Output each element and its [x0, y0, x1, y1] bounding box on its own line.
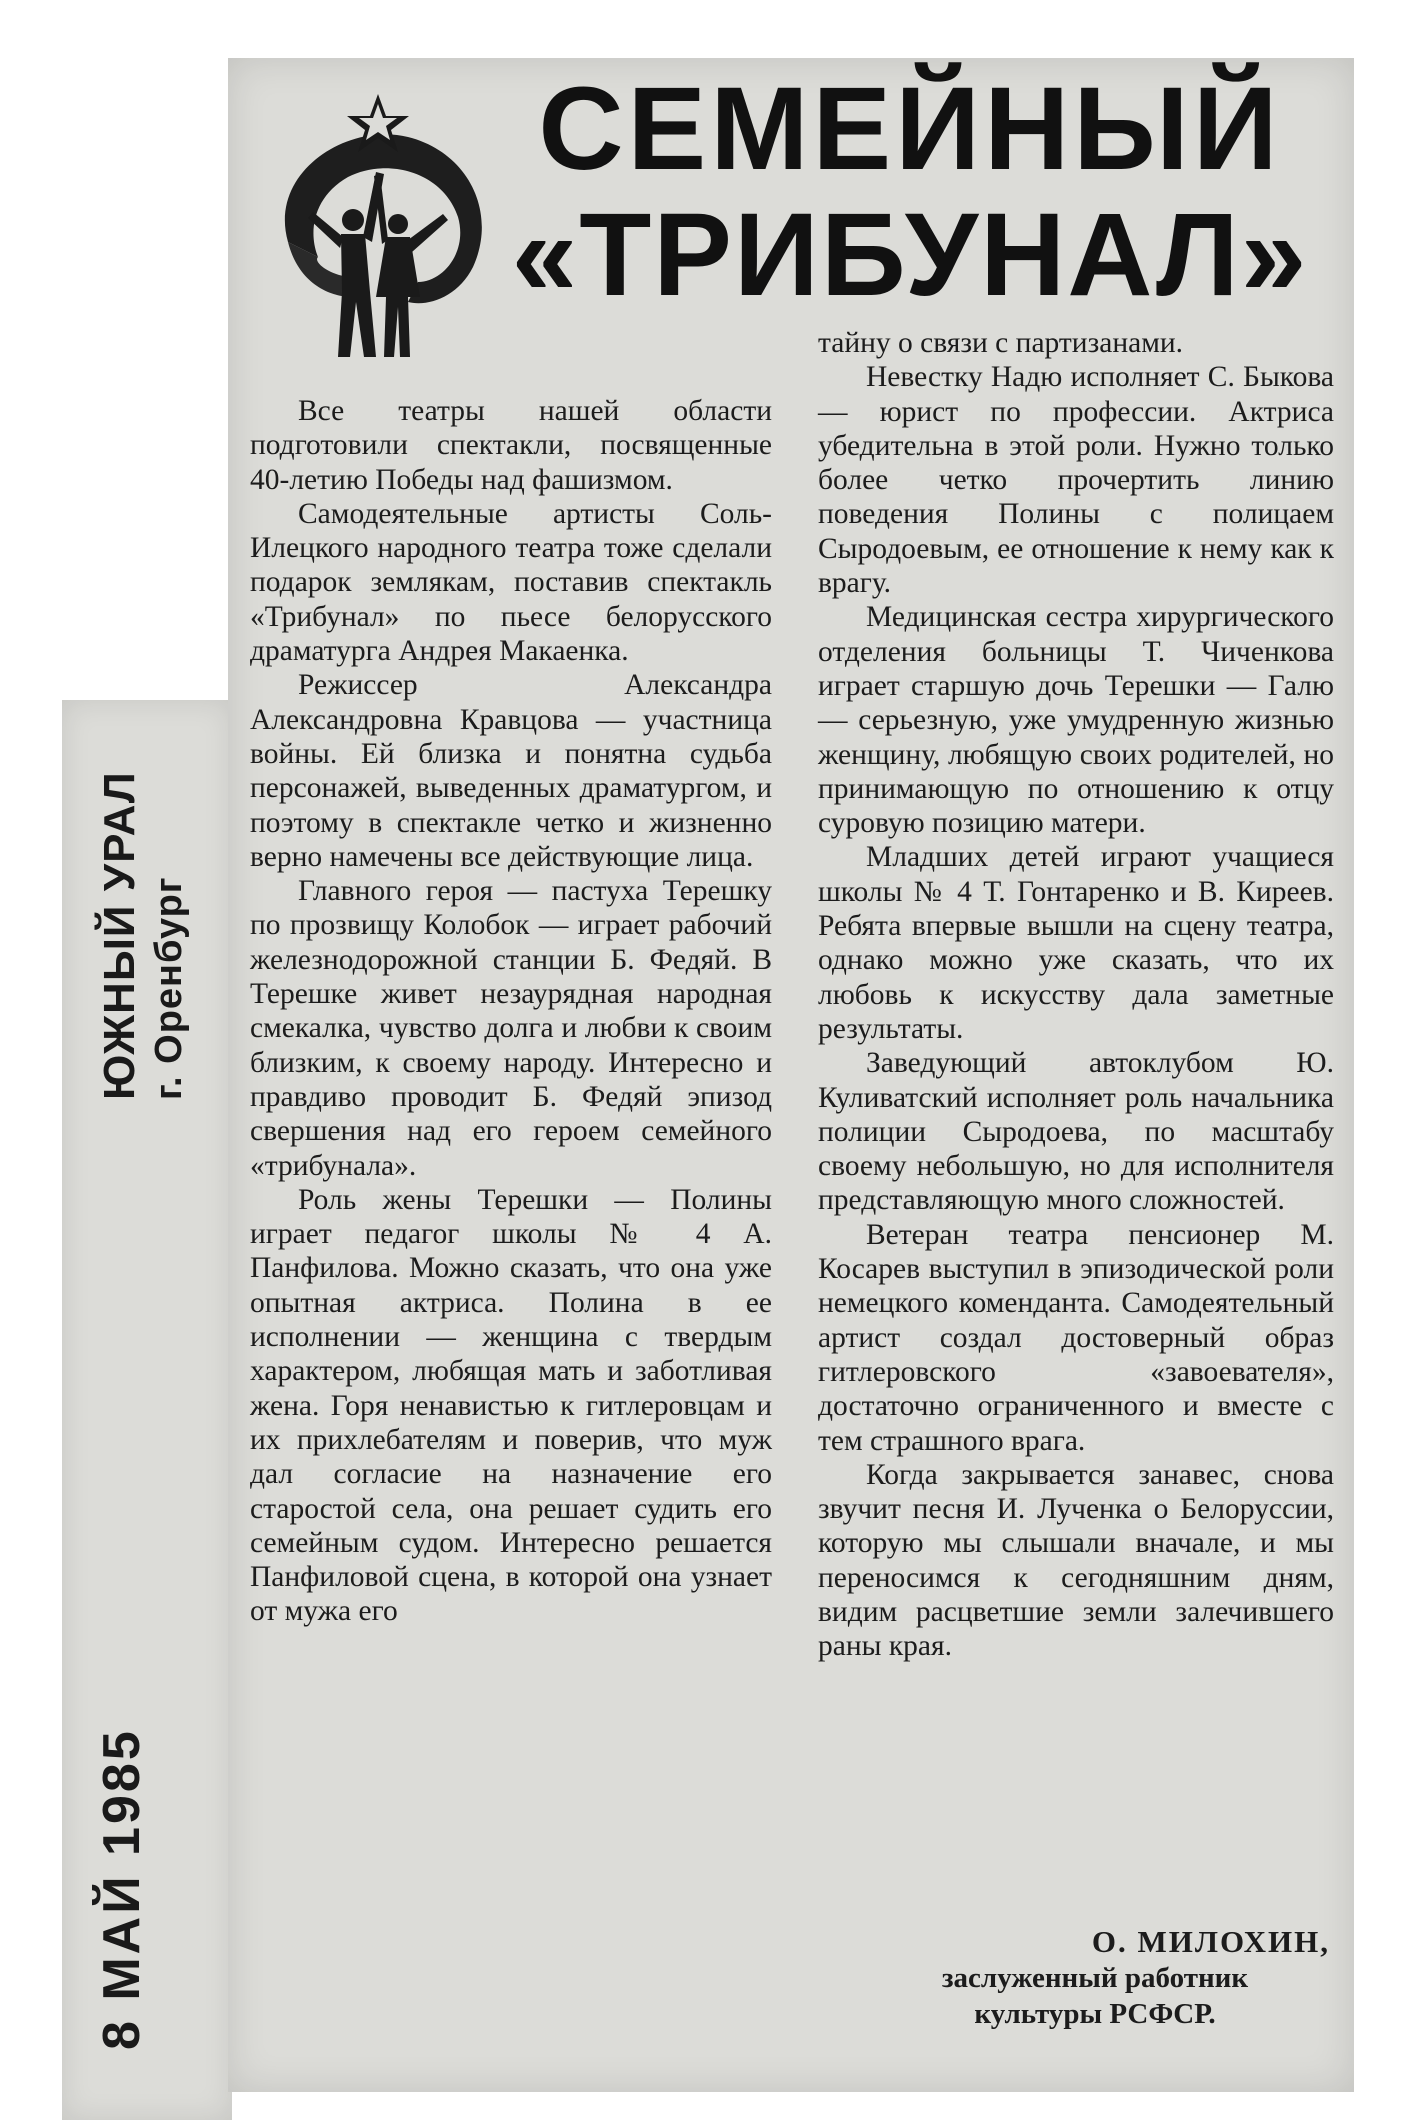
paragraph: Все театры нашей области подготовили спектакли, посвященные 40-летию Победы над фашизмом.: [250, 395, 772, 496]
paragraph: Когда закрывается занавес, снова звучит песня И. Лученка о Белоруссии, которую мы слышали вначале, и мы переносимся к сегодняшним дням, видим расцветшие земли залечившего раны края.: [818, 1458, 1334, 1663]
paragraph: Невестку Надю исполняет С. Быкова — юрист по профессии. Актриса убедительна в этой роли. Нужно только более четко прочертить линию поведения Полины с полицаем Сыродоевым, ее отношение к нему как к врагу.: [818, 361, 1334, 600]
paragraph: Медицинская сестра хирургического отделения больницы Т. Чиченкова играет старшую дочь Терешки — Галю — серьезную, уже умудренную жизнью женщину, любящую своих родителей, но принимающую по отношению к отцу суровую позицию матери.: [818, 601, 1334, 840]
paragraph: Заведующий автоклубом Ю. Куливатский исполняет роль начальника полиции Сыродоева, по масштабу своему небольшую, но для исполнителя представляющую много сложностей.: [818, 1047, 1334, 1217]
newspaper-name: ЮЖНЫЙ УРАЛ: [95, 771, 144, 1100]
paragraph: Главного героя — пастуха Терешку по прозвищу Колобок — играет рабочий железнодорожной станции Б. Федяй. В Терешке живет незаурядная народная смекалка, чувство долга и любви к своим близким, к своему народу. Интересно и правдиво проводит Б. Федяй эпизод свершения над его героем семейного «трибунала».: [250, 875, 772, 1182]
paragraph: Режиссер Александра Александровна Кравцова — участница войны. Ей близка и понятна судьба персонажей, выведенных драматургом, и поэтому в спектакле четко и жизненно верно намечены все действующие лица.: [250, 669, 772, 873]
publication-date: 8 МАЙ 1985: [93, 1728, 151, 2050]
paragraph: Роль жены Терешки — Полины играет педагог школы № 4 А. Панфилова. Можно сказать, что она уже опытная актриса. Полина в ее исполнении — женщина с твердым характером, любящая мать и заботливая жена. Горя ненавистью к гитлеровцам и их прихлебателям и поверив, что муж дал согласие на назначение его старостой села, она решает судить его семейным судом. Интересно решается Панфиловой сцена, в которой она узнает от мужа его: [250, 1183, 772, 1628]
star-ribbon-figures-icon: [258, 92, 498, 362]
paragraph: Ветеран театра пенсионер М. Косарев выступил в эпизодической роли немецкого коменданта. Самодеятельный артист создал достоверный образ гитлеровского «завоевателя», достаточно ограниченного и вместе с тем страшного врага.: [818, 1218, 1334, 1457]
headline: [500, 63, 1320, 321]
article-column-right: [818, 326, 1334, 1664]
author-title-line-2: культуры РСФСР.: [974, 1998, 1216, 2030]
headline-line-1: СЕМЕЙНЫЙ: [538, 63, 1282, 195]
paragraph: Самодеятельные артисты Соль-Илецкого народного театра тоже сделали подарок землякам, поставив спектакль «Трибунал» по пьесе белорусского драматурга Андрея Макаенка.: [250, 497, 772, 668]
paragraph: Младших детей играют учащиеся школы № 4 Т. Гонтаренко и В. Киреев. Ребята впервые вышли на сцену театра, однако можно уже сказать, что их любовь к искусству дала заметные результаты.: [818, 841, 1334, 1045]
headline-line-2: «ТРИБУНАЛ»: [511, 189, 1309, 321]
paragraph-continuation: тайну о связи с партизанами.: [818, 327, 1184, 359]
author-signature: [860, 1924, 1330, 2032]
author-name: О. МИЛОХИН,: [1091, 1924, 1330, 1959]
newspaper-city: г. Оренбург: [148, 876, 190, 1100]
article-column-left: [250, 394, 772, 1629]
author-title-line-1: заслуженный работник: [941, 1962, 1249, 1994]
